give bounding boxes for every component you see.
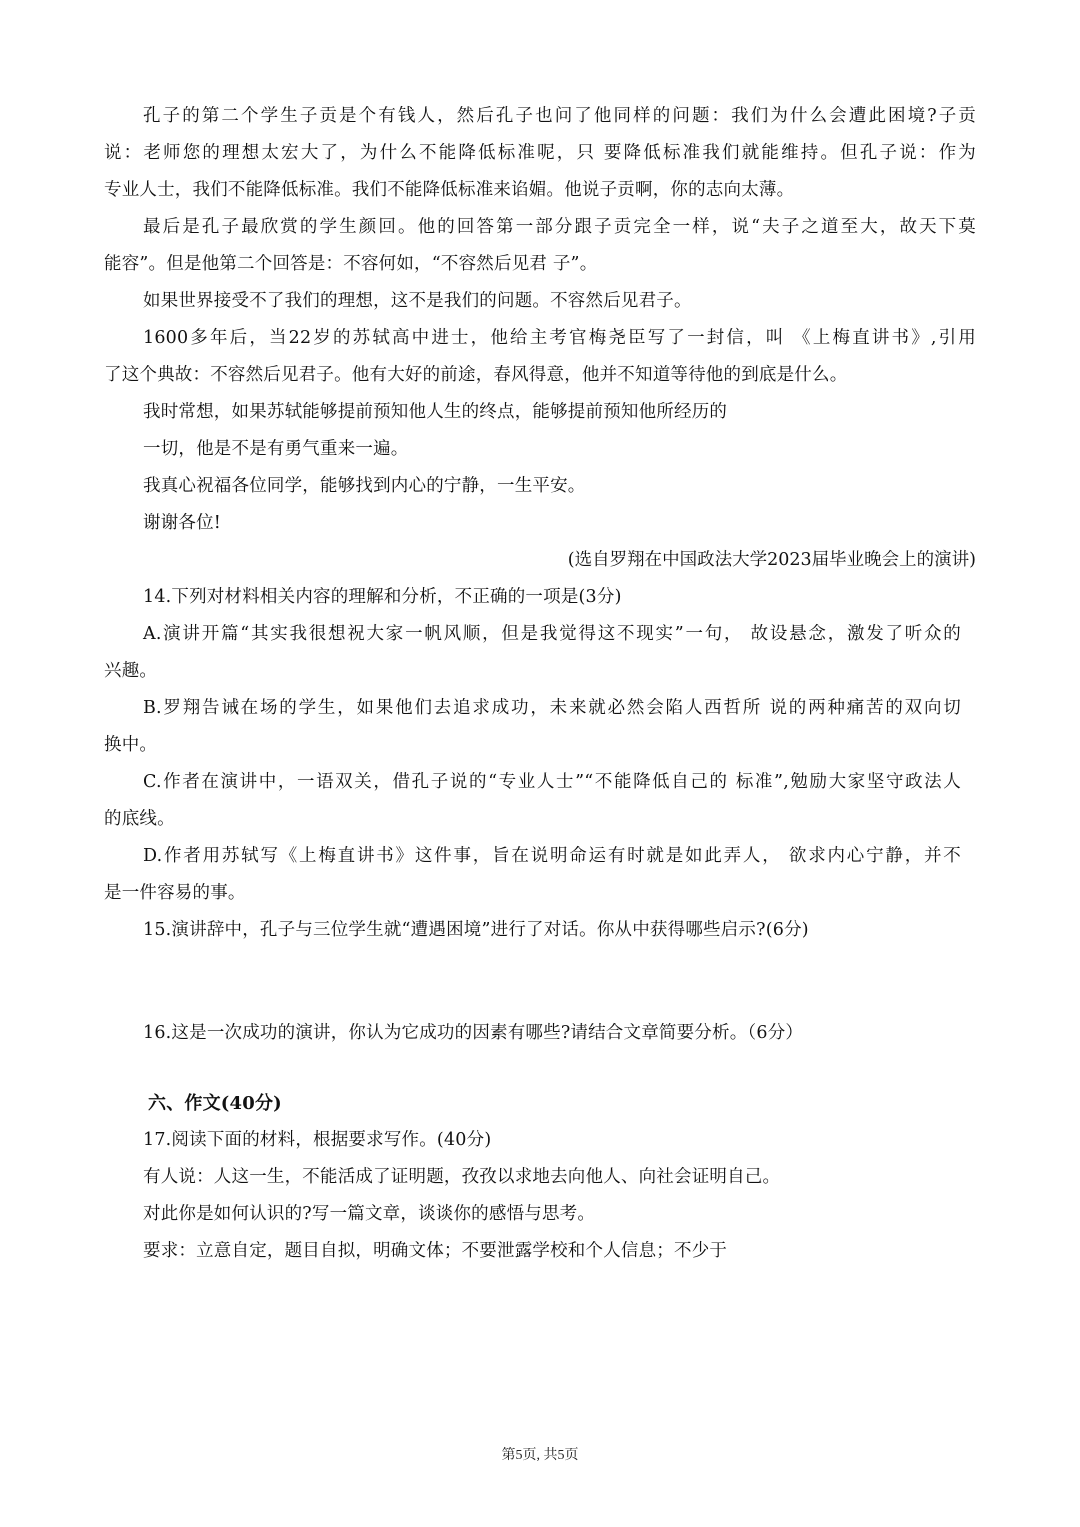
passage-line-12: 谢谢各位! — [143, 513, 222, 533]
passage-line-2: 说：老师您的理想太宏大了，为什么不能降低标准呢，只 要降低标准我们就能维持。但孔子说：作为 — [104, 143, 976, 163]
option-d-line-2: 是一件容易的事。 — [104, 883, 246, 903]
option-a-line-2: 兴趣。 — [104, 661, 158, 681]
passage-line-7: 1600多年后，当22岁的苏轼高中进士，他给主考官梅尧臣写了一封信，叫 《上梅直讲书》,引用 — [143, 328, 976, 348]
page-footer: 第5页, 共5页 — [501, 1448, 579, 1463]
passage-line-4: 最后是孔子最欣赏的学生颜回。他的回答第一部分跟子贡完全一样，说“夫子之道至大，故天下莫 — [143, 217, 976, 237]
option-c-line-1: C.作者在演讲中，一语双关，借孔子说的“专业人士”“不能降低自己的 标准”,勉励大家坚守政法人 — [143, 772, 961, 792]
question-14: 14.下列对材料相关内容的理解和分析，不正确的一项是(3分) — [143, 587, 622, 607]
question-16: 16.这是一次成功的演讲，你认为它成功的因素有哪些?请结合文章简要分析。（6分） — [143, 1023, 804, 1043]
passage-line-9: 我时常想，如果苏轼能够提前预知他人生的终点，能够提前预知他所经历的 — [143, 402, 728, 422]
section-heading: 六、作文(40分) — [148, 1093, 282, 1114]
passage-line-3: 专业人士，我们不能降低标准。我们不能降低标准来谄媚。他说子贡啊，你的志向太薄。 — [104, 180, 795, 200]
essay-prompt: 对此你是如何认识的?写一篇文章，谈谈你的感悟与思考。 — [143, 1204, 596, 1224]
essay-question-17: 17.阅读下面的材料，根据要求写作。(40分) — [143, 1130, 492, 1150]
option-b-line-2: 换中。 — [104, 735, 158, 755]
option-c-line-2: 的底线。 — [104, 809, 175, 829]
option-a-line-1: A.演讲开篇“其实我很想祝大家一帆风顺，但是我觉得这不现实”一句， 故设悬念，激发了听众的 — [143, 624, 961, 644]
passage-line-6: 如果世界接受不了我们的理想，这不是我们的问题。不容然后见君子。 — [143, 291, 692, 311]
option-d-line-1: D.作者用苏轼写《上梅直讲书》这件事，旨在说明命运有时就是如此弄人， 欲求内心宁静，并不 — [143, 846, 961, 866]
essay-requirements: 要求：立意自定，题目自拟，明确文体；不要泄露学校和个人信息；不少于 — [143, 1241, 728, 1261]
passage-line-8: 了这个典故：不容然后见君子。他有大好的前途，春风得意，他并不知道等待他的到底是什么。 — [104, 365, 848, 385]
option-b-line-1: B.罗翔告诫在场的学生，如果他们去追求成功，未来就必然会陷人西哲所 说的两种痛苦的双向切 — [143, 698, 961, 718]
passage-line-5: 能容”。但是他第二个回答是：不容何如，“不容然后见君 子”。 — [104, 254, 598, 274]
passage-line-10: 一切，他是不是有勇气重来一遍。 — [143, 439, 409, 459]
source-citation: (选自罗翔在中国政法大学2023届毕业晚会上的演讲) — [567, 550, 976, 570]
question-15: 15.演讲辞中，孔子与三位学生就“遭遇困境”进行了对话。你从中获得哪些启示?(6分) — [143, 920, 809, 940]
passage-line-1: 孔子的第二个学生子贡是个有钱人，然后孔子也问了他同样的问题：我们为什么会遭此困境?子贡 — [143, 106, 976, 126]
passage-line-11: 我真心祝福各位同学，能够找到内心的宁静，一生平安。 — [143, 476, 586, 496]
essay-material: 有人说：人这一生，不能活成了证明题，孜孜以求地去向他人、向社会证明自己。 — [143, 1167, 781, 1187]
